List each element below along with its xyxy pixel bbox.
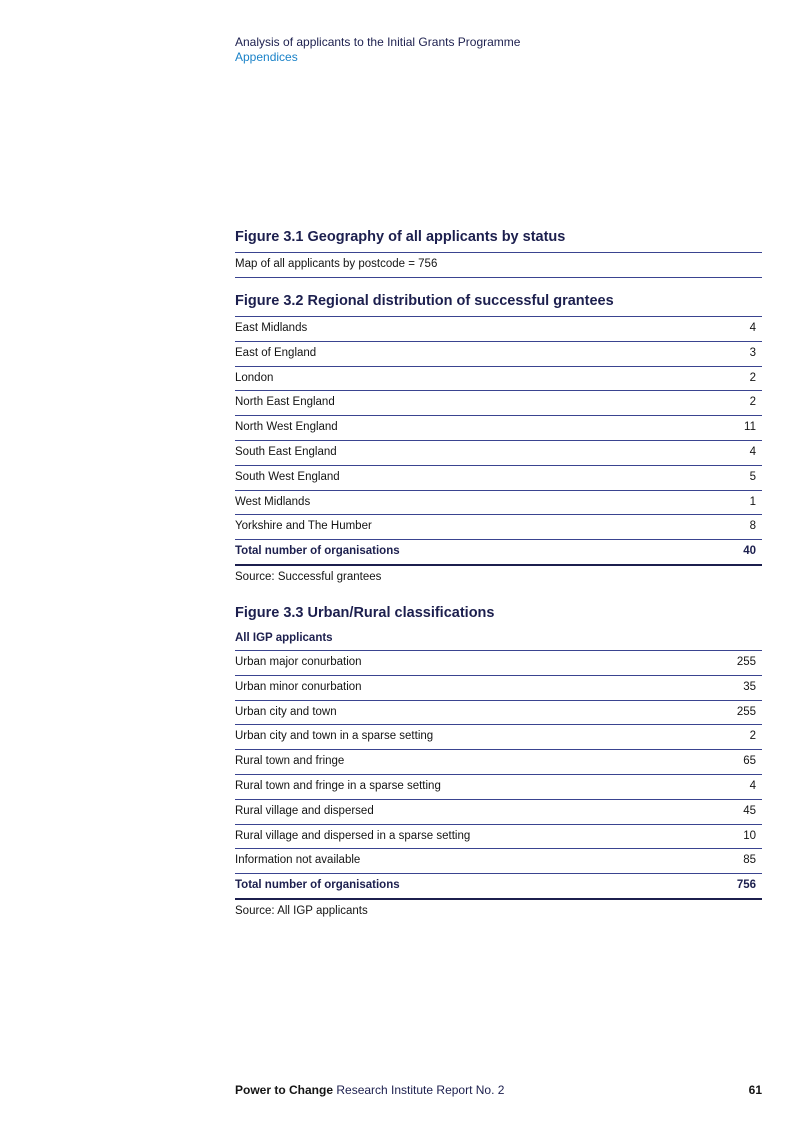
table-subheading: All IGP applicants: [235, 626, 762, 651]
page-number: 61: [748, 1083, 762, 1097]
urban-rural-table: [235, 651, 762, 874]
section-name: Appendices: [235, 50, 298, 64]
figure-3-2-title: Figure 3.2 Regional distribution of successful grantees: [235, 293, 614, 309]
table-row: [235, 750, 762, 775]
row-label: Urban minor conurbation: [235, 680, 362, 693]
footer-report: [235, 1083, 504, 1097]
table-row: [235, 651, 762, 676]
page-footer: [235, 1083, 762, 1097]
row-label: West Midlands: [235, 495, 311, 508]
row-label: Yorkshire and The Humber: [235, 520, 372, 533]
row-value: 2: [749, 730, 756, 743]
row-label: North East England: [235, 396, 335, 409]
row-label: Urban city and town: [235, 705, 337, 718]
figure-3-1: [235, 228, 762, 278]
total-value: 40: [743, 545, 756, 558]
row-value: 85: [743, 854, 756, 867]
row-label: London: [235, 371, 274, 384]
figure-3-3: [235, 604, 762, 922]
row-label: Rural village and dispersed: [235, 804, 374, 817]
row-value: 255: [736, 705, 756, 718]
row-value: 45: [743, 804, 756, 817]
table-row: [235, 849, 762, 874]
row-label: South East England: [235, 445, 337, 458]
row-label: East of England: [235, 346, 317, 359]
table-row: [235, 416, 762, 441]
figure-3-3-title: Figure 3.3 Urban/Rural classifications: [235, 605, 495, 621]
table-row: [235, 515, 762, 540]
total-label: Total number of organisations: [235, 879, 400, 892]
row-value: 35: [743, 680, 756, 693]
figure-3-2: [235, 292, 762, 588]
regional-table: [235, 317, 762, 540]
table-row: [235, 367, 762, 392]
total-label: Total number of organisations: [235, 545, 400, 558]
row-value: 2: [749, 396, 756, 409]
source-note: Source: All IGP applicants: [235, 904, 368, 917]
row-label: Rural village and dispersed in a sparse setting: [235, 829, 471, 842]
row-value: 2: [749, 371, 756, 384]
row-value: 4: [749, 779, 756, 792]
row-value: 8: [749, 520, 756, 533]
row-label: Information not available: [235, 854, 361, 867]
table-row: [235, 800, 762, 825]
row-value: 10: [743, 829, 756, 842]
row-label: North West England: [235, 421, 338, 434]
table-total-row: [235, 874, 762, 900]
row-label: Rural town and fringe: [235, 755, 345, 768]
document-title: Analysis of applicants to the Initial Grants Programme: [235, 35, 521, 49]
source-note: Source: Successful grantees: [235, 570, 382, 583]
row-label: Urban city and town in a sparse setting: [235, 730, 434, 743]
row-value: 65: [743, 755, 756, 768]
table-row: [235, 317, 762, 342]
row-value: 4: [749, 445, 756, 458]
row-value: 4: [749, 322, 756, 334]
row-value: 5: [749, 470, 756, 483]
table-row: [235, 441, 762, 466]
footer-report-title: Research Institute Report No. 2: [333, 1083, 505, 1097]
table-row: [235, 342, 762, 367]
table-row: [235, 676, 762, 701]
table-row: [235, 466, 762, 491]
table-row: [235, 825, 762, 850]
total-value: 756: [736, 879, 756, 892]
row-value: 11: [744, 421, 756, 434]
table-row: [235, 491, 762, 516]
row-label: Urban major conurbation: [235, 656, 362, 668]
row-label: South West England: [235, 470, 340, 483]
table-row: [235, 391, 762, 416]
running-header: [235, 35, 520, 65]
figure-3-1-text: Map of all applicants by postcode = 756: [235, 253, 762, 278]
table-total-row: [235, 540, 762, 566]
figure-3-1-title: Figure 3.1 Geography of all applicants by status: [235, 229, 566, 245]
table-row: [235, 725, 762, 750]
row-value: 255: [736, 656, 756, 668]
row-label: Rural town and fringe in a sparse setting: [235, 779, 441, 792]
table-row: [235, 775, 762, 800]
row-label: East Midlands: [235, 322, 308, 334]
footer-brand: Power to Change: [235, 1083, 334, 1097]
row-value: 3: [749, 346, 756, 359]
row-value: 1: [749, 495, 756, 508]
table-row: [235, 701, 762, 726]
